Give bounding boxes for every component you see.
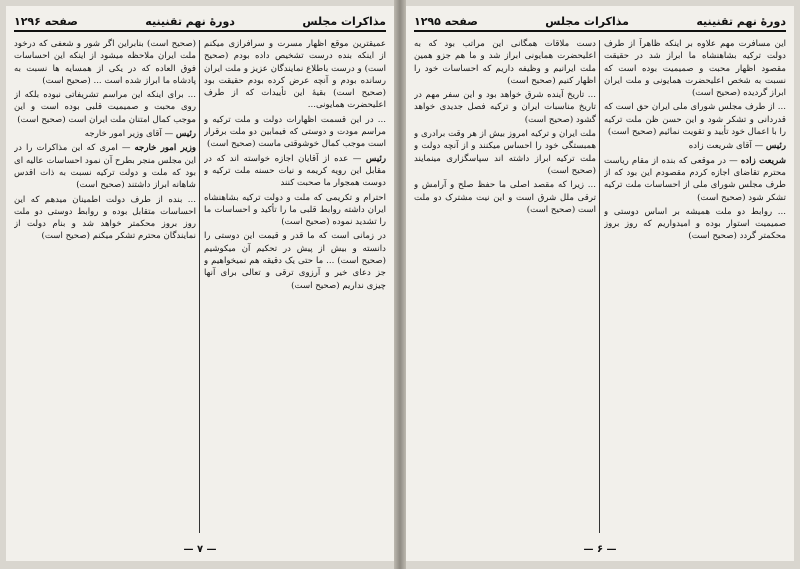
paragraph-text: این مسافرت مهم علاوه بر اینکه ظاهراً از طرف دولت ترکیه بشاهنشاه ما ابراز شد در حقیقت مقصود اظهار محبت و صمیمیت بوده است که نسبت به شخص اعلیحضرت همایونی و ملت ایران ابراز گردیده (صحیح است) [604,39,786,99]
paragraph-text: ... در این قسمت اظهارات دولت و ملت ترکیه و مراسم مودت و دوستی که فیمابین دو ملت برقرار است موجب کمال خوشوقتی ماست (صحیح است) [204,114,386,150]
paragraph-text: ... برای اینکه این مراسم تشریفاتی نبوده بلکه از روی محبت و صمیمیت قلبی بوده است و این موجب کمال امتنان ملت ایران است (صحیح است) [14,90,196,125]
paragraph [604,101,786,138]
right-page-col-right [604,38,786,535]
right-page-columns [414,38,786,535]
paragraph [204,114,386,151]
paragraph [204,230,386,291]
paragraph-text: — در موقعی که بنده از مقام ریاست محترم تقاضای اجازه کردم مقصودم این بود که از طرف مجلس شورای ملی از احساسات ملت ترکیه تشکر شود (صحیح است) [604,155,786,203]
paragraph-text: ... زیرا که مقصد اصلی ما حفظ صلح و آرامش و ترقی ملل شرق است و این نیت مشترک دو ملت است (صحیح است) [414,180,596,215]
paragraph [414,179,596,216]
paragraph-text: — آقای وزیر امور خارجه [84,129,174,140]
paragraph-text: ... تاریخ آینده شرق خواهد بود و این سفر مهم در تاریخ مناسبات ایران و ترکیه فصل جدیدی خواهد گشود (صحیح است) [414,90,596,125]
speaker-name: شریعت زاده [740,155,786,166]
speaker-name: وزیر امور خارجه [134,143,196,154]
right-page [406,6,794,561]
right-page-header [414,12,786,32]
speaker-name: رئیس [765,141,786,152]
paragraph-text: احترام و تکریمی که ملت و دولت ترکیه بشاهنشاه ایران داشته روابط قلبی ما را تأکید و احساسات ما را تشدید نموده (صحیح است) [204,192,386,228]
speaker-name: رئیس [175,129,196,140]
paragraph-text: در زمانی است که ما قدر و قیمت این دوستی را دانسته و بیش از پیش در تحکیم آن میکوشیم (صحیح است) ... ما حتی یک دقیقه هم نمیخواهیم و جز دعای خیر و آرزوی ترقی و تعالی برای آنها چیزی نداریم (صحیح است) [204,231,386,291]
speaker-name: رئیس [365,153,386,164]
paragraph-text: ... بنده از طرف دولت اطمینان میدهم که این احساسات متقابل بوده و روابط دوستی دو ملت روز بروز محکمتر خواهد شد و بنام دولت از نمایندگان محترم تشکر میکنم (صحیح است) [14,194,196,242]
column-rule [199,40,200,533]
paragraph [414,89,596,126]
paragraph [604,155,786,204]
paragraph [604,38,786,99]
left-page [6,6,394,561]
paragraph-text: ... روابط دو ملت همیشه بر اساس دوستی و صمیمیت استوار بوده و امیدواریم که روز بروز محکمتر گردد (صحیح است) [604,206,786,242]
left-page-number: — ۷ — [183,544,217,555]
book-gutter [394,0,406,569]
left-page-col-left [14,38,196,535]
left-page-columns [14,38,386,535]
paragraph [14,142,196,191]
left-header-center: دورهٔ نهم تقنینیه [145,14,235,28]
left-header-right: مذاکرات مجلس [302,14,386,28]
paragraph [204,38,386,112]
paragraph [604,140,786,152]
paragraph [14,194,196,243]
right-header-left: صفحه ۱۲۹۵ [414,14,478,28]
left-header-left: صفحه ۱۲۹۶ [14,14,78,28]
paragraph-text: دست ملاقات همگانی این مراتب بود که به اعلیحضرت همایونی ابراز شد و ما هم جزو همین ملت ایرانیم و وظیفه داریم که احساسات خود را اظهار کنیم (صحیح است) [414,39,596,86]
paragraph [14,89,196,126]
paragraph-text: — عده از آقایان اجازه خواسته اند که در مقابل این رویه کریمه و نیات حسنه ملت ترکیه و دوست همجوار ما صحبت کنند [204,153,386,189]
paragraph [14,128,196,140]
column-rule [599,40,600,533]
paragraph [604,206,786,243]
left-page-col-right [204,38,386,535]
paragraph-text: — امری که این مذاکرات را در این مجلس منجر بطرح آن نمود احساسات عالیه ای بود که ملت و دولت ترکیه نسبت به ذات اقدس شاهانه ابراز داشتند (صحیح است) [14,143,196,191]
paragraph-text: عمیقترین موقع اظهار مسرت و سرافرازی میکنم از اینکه بنده درست تشخیص داده بودم (صحیح است) و درست باطلاع نمایندگان عزیز و ملت ایران رسانده بودم و آنچه عرض کرده بودم حقیقت بود (صحیح است) بقیهٔ این تأییدات که از طرف اعلیحضرت همایونی... [204,39,386,111]
paragraph-text: — آقای شریعت زاده [688,141,764,152]
paragraph [414,38,596,87]
paragraph [414,128,596,177]
right-page-number: — ۶ — [583,544,617,555]
right-header-center: مذاکرات مجلس [545,14,629,28]
paragraph-text: (صحیح است) بنابراین اگر شور و شعفی که درخود ملت ایران ملاحظه میشود از اینکه این احساسات فوق العاده که در یکی از همسایه ها نسبت به پادشاه ما ابراز شده است ... (صحیح است) [14,39,196,86]
right-page-col-left [414,38,596,535]
paragraph-text: ملت ایران و ترکیه امروز بیش از هر وقت برادری و همبستگی خود را احساس میکنند و از آنچه دولت و ملت ترکیه ابراز داشته اند سپاسگزاری مینمایند (صحیح است) [414,129,596,176]
right-header-right: دورهٔ نهم تقنینیه [696,14,786,28]
paragraph-text: ... از طرف مجلس شورای ملی ایران حق است که قدردانی و تشکر شود و این حسن ظن ملت ترکیه را با اعمال خود تأیید و تقویت نمائیم (صحیح است) [604,102,786,138]
paragraph [14,38,196,87]
paragraph [204,192,386,229]
left-page-header [14,12,386,32]
paragraph [204,153,386,190]
